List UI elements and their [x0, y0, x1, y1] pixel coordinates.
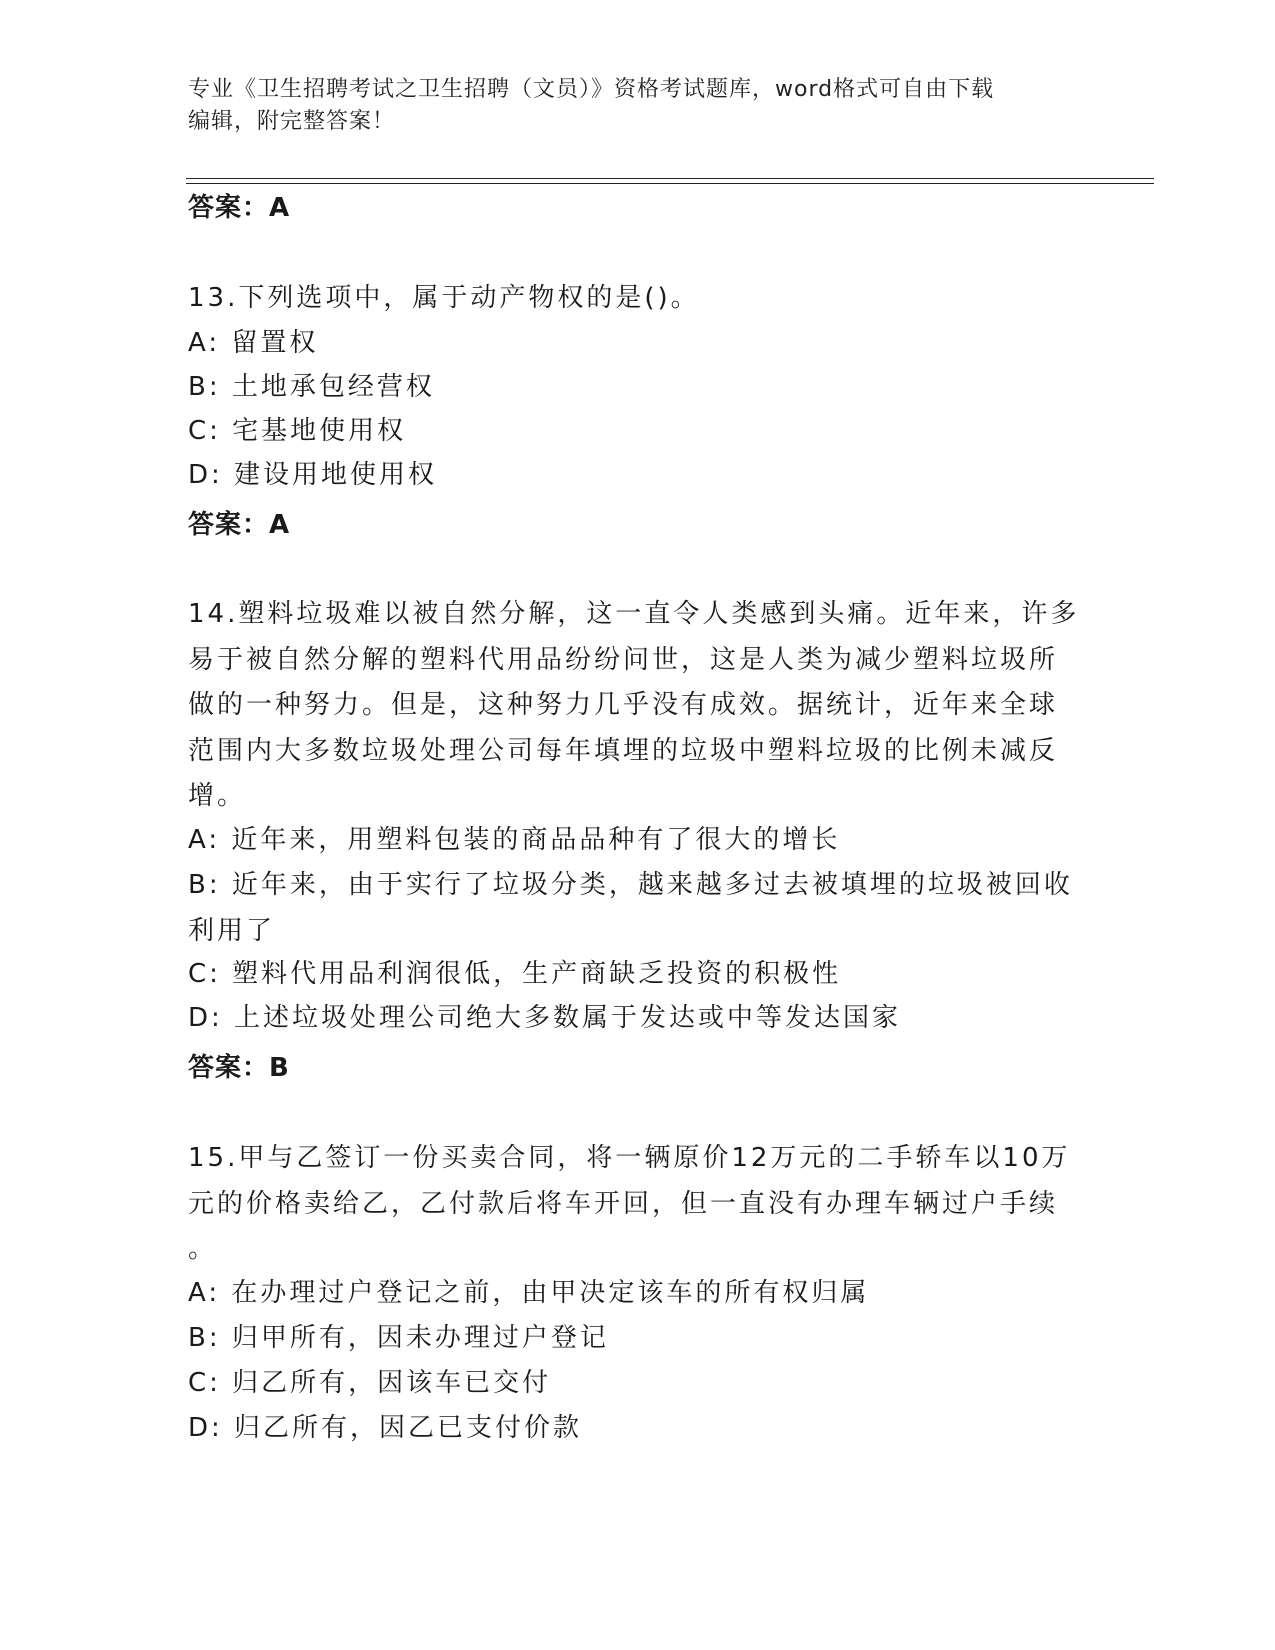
option-text: B: 土地承包经营权: [188, 372, 435, 402]
header-divider-top: [186, 178, 1154, 179]
question-13-option-d: [188, 453, 1088, 499]
stem-line: 范围内大多数垃圾处理公司每年填埋的垃圾中塑料垃圾的比例未减反: [188, 735, 1059, 766]
header-line-1: 专业《卫生招聘考试之卫生招聘（文员）》资格考试题库，word格式可自由下载: [188, 77, 995, 102]
question-13-option-b: [188, 365, 1088, 411]
question-14-option-a: [188, 818, 1088, 864]
question-15-stem: [188, 1136, 1088, 1273]
document-header: [188, 74, 1088, 138]
option-text: B: 归甲所有，因未办理过户登记: [188, 1323, 609, 1353]
option-text: D: 上述垃圾处理公司绝大多数属于发达或中等发达国家: [188, 1003, 902, 1033]
question-13-text: 13.下列选项中，属于动产物权的是()。: [188, 283, 700, 313]
question-13-option-c: [188, 409, 1088, 455]
stem-line: 15.甲与乙签订一份买卖合同，将一辆原价12万元的二手轿车以10万: [188, 1143, 1071, 1173]
option-text: C: 塑料代用品利润很低，生产商缺乏投资的积极性: [188, 959, 842, 989]
stem-line: 元的价格卖给乙，乙付款后将车开回，但一直没有办理车辆过户手续: [188, 1188, 1059, 1219]
question-15-option-b: [188, 1316, 1088, 1362]
option-text: A: 留置权: [188, 328, 319, 358]
question-13-stem: [188, 276, 1088, 322]
option-text: C: 归乙所有，因该车已交付: [188, 1368, 552, 1398]
stem-line: 14.塑料垃圾难以被自然分解，这一直令人类感到头痛。近年来，许多: [188, 599, 1080, 629]
question-14-answer: 答案：B: [188, 1053, 290, 1083]
stem-line: 易于被自然分解的塑料代用品纷纷问世，这是人类为减少塑料垃圾所: [188, 644, 1059, 675]
question-14-stem: [188, 592, 1088, 820]
header-line-2: 编辑，附完整答案！: [188, 109, 396, 134]
question-14-option-d: [188, 996, 1088, 1042]
option-text: C: 宅基地使用权: [188, 416, 407, 446]
option-text: D: 建设用地使用权: [188, 460, 438, 490]
answer-previous: 答案：A: [188, 193, 291, 223]
option-text: 利用了: [188, 915, 276, 946]
question-13-option-a: [188, 321, 1088, 367]
option-text: A: 近年来，用塑料包装的商品品种有了很大的增长: [188, 825, 841, 855]
option-text: B: 近年来，由于实行了垃圾分类，越来越多过去被填埋的垃圾被回收: [188, 870, 1073, 900]
question-15-option-d: [188, 1406, 1088, 1452]
question-15-option-a: [188, 1271, 1088, 1317]
question-14-option-b: [188, 863, 1088, 954]
stem-line: 做的一种努力。但是，这种努力几乎没有成效。据统计，近年来全球: [188, 690, 1059, 720]
question-13-answer: 答案：A: [188, 510, 291, 540]
question-14-option-c: [188, 952, 1088, 998]
header-divider-bottom: [186, 183, 1154, 184]
question-15-option-c: [188, 1361, 1088, 1407]
stem-line: 。: [188, 1234, 218, 1264]
option-text: D: 归乙所有，因乙已支付价款: [188, 1413, 583, 1443]
option-text: A: 在办理过户登记之前，由甲决定该车的所有权归属: [188, 1278, 870, 1308]
stem-line: 增。: [188, 781, 247, 811]
